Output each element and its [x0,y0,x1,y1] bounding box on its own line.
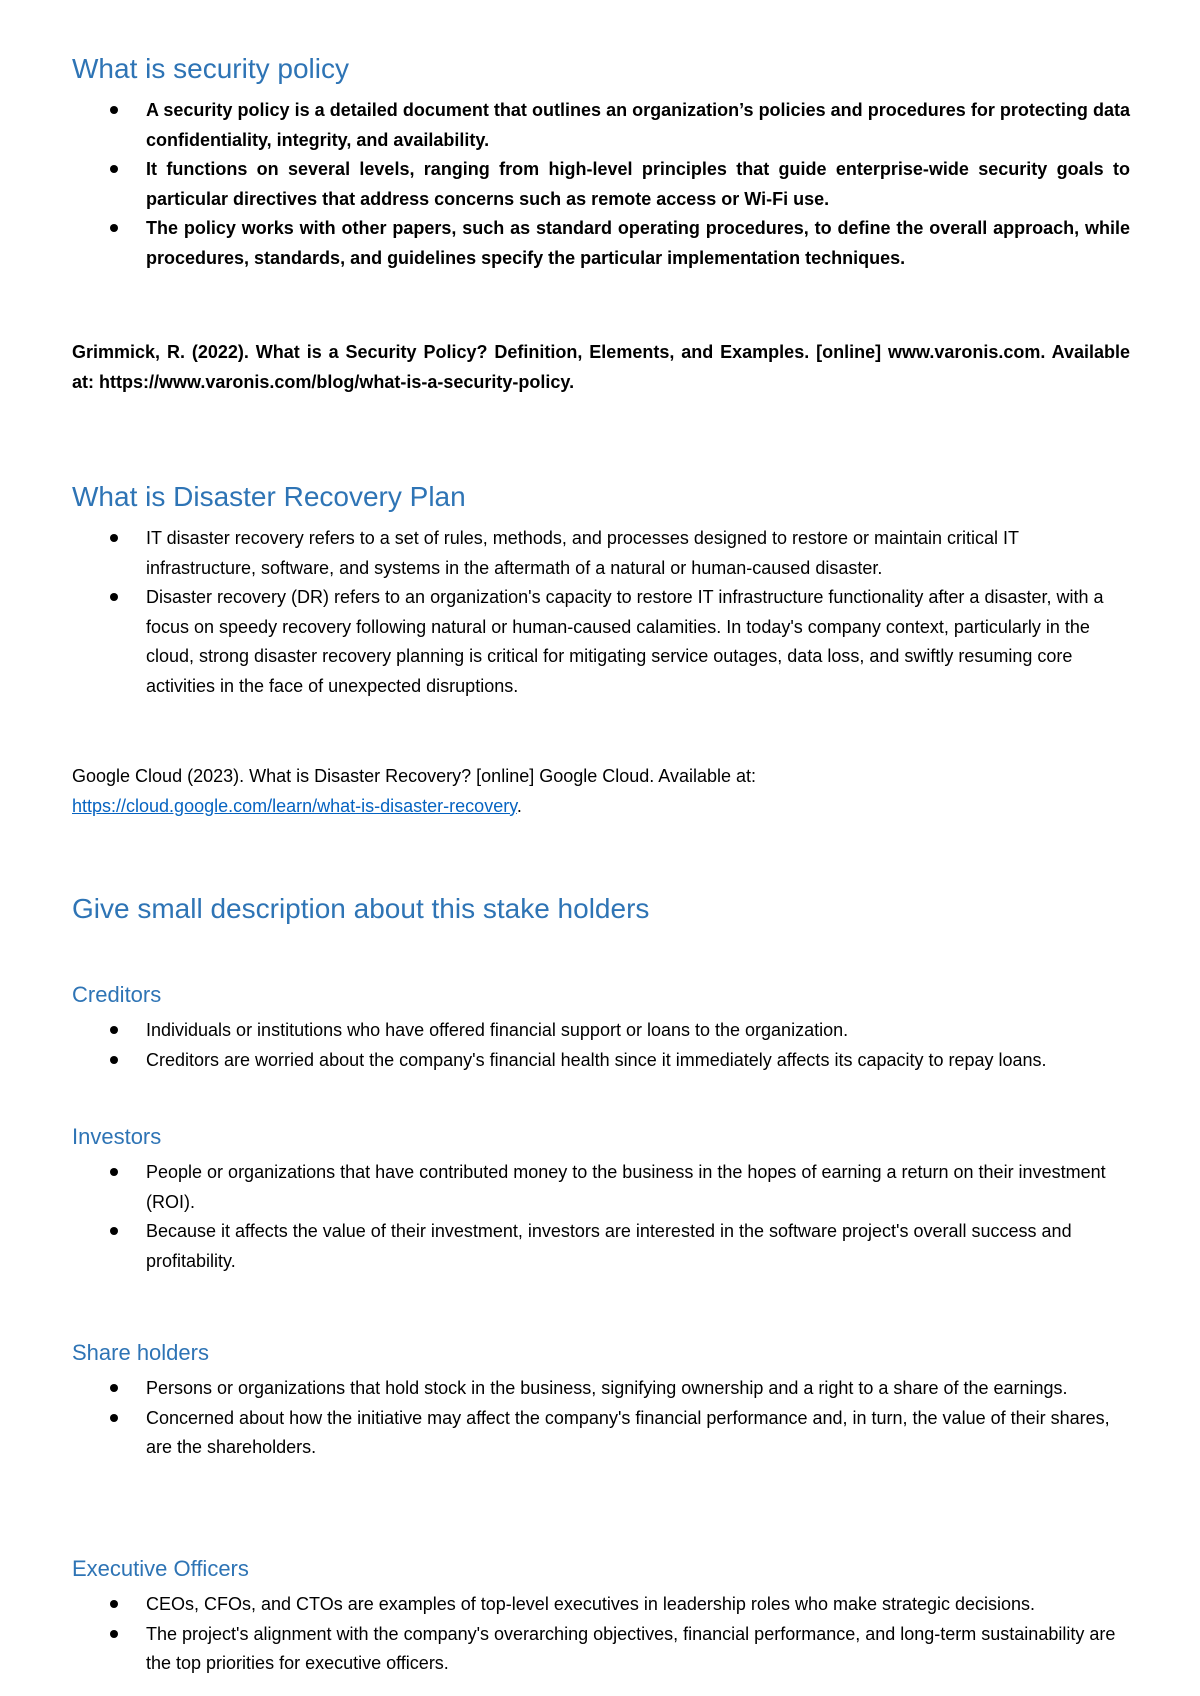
list-item: Disaster recovery (DR) refers to an organization's capacity to restore IT infrastructure functionality after a disaster, with a focus on speedy recovery following natural or human-caused calamities. In today's company context, particularly in the cloud, strong disaster recovery planning is critical for mitigating service outages, data loss, and swiftly resuming core activities in the face of unexpected disruptions. [72,583,1130,701]
bullet-icon [110,165,118,173]
investors-list [72,1158,1130,1276]
bullet-icon [110,224,118,232]
list-item: CEOs, CFOs, and CTOs are examples of top-level executives in leadership roles who make strategic decisions. [72,1590,1130,1620]
bullet-icon [110,1056,118,1064]
bullet-icon [110,593,118,601]
bullet-icon [110,1600,118,1608]
heading-stakeholders: Give small description about this stake holders [72,893,650,924]
bullet-icon [110,1630,118,1638]
heading-creditors: Creditors [72,982,162,1007]
shareholders-list [72,1374,1130,1463]
bullet-icon [110,1168,118,1176]
heading-executive-officers: Executive Officers [72,1556,249,1581]
security-policy-list [72,96,1130,273]
list-item: The policy works with other papers, such as standard operating procedures, to define the overall approach, while procedures, standards, and guidelines specify the particular implementation techniques. [72,214,1130,273]
list-item: Persons or organizations that hold stock in the business, signifying ownership and a right to a share of the earnings. [72,1374,1130,1404]
heading-disaster-recovery: What is Disaster Recovery Plan [72,481,466,512]
security-policy-reference: Grimmick, R. (2022). What is a Security Policy? Definition, Elements, and Examples. [online] www.varonis.com. Available at: https://www.varonis.com/blog/what-is-a-security-policy. [72,342,1130,392]
list-item: The project's alignment with the company's overarching objectives, financial performance, and long-term sustainability are the top priorities for executive officers. [72,1620,1130,1679]
list-item: Concerned about how the initiative may affect the company's financial performance and, in turn, the value of their shares, are the shareholders. [72,1404,1130,1463]
heading-security-policy: What is security policy [72,53,349,84]
bullet-icon [110,106,118,114]
list-item: Because it affects the value of their investment, investors are interested in the software project's overall success and profitability. [72,1217,1130,1276]
bullet-icon [110,1026,118,1034]
creditors-list [72,1016,1130,1075]
list-item: It functions on several levels, ranging from high-level principles that guide enterprise-wide security goals to particular directives that address concerns such as remote access or Wi-Fi use. [72,155,1130,214]
list-item: Individuals or institutions who have offered financial support or loans to the organization. [72,1016,1130,1046]
bullet-icon [110,1414,118,1422]
bullet-icon [110,1227,118,1235]
list-item: People or organizations that have contributed money to the business in the hopes of earning a return on their investment (ROI). [72,1158,1130,1217]
list-item: A security policy is a detailed document that outlines an organization’s policies and procedures for protecting data confidentiality, integrity, and availability. [72,96,1130,155]
bullet-icon [110,1384,118,1392]
heading-shareholders: Share holders [72,1340,209,1365]
bullet-icon [110,534,118,542]
list-item: Creditors are worried about the company's financial health since it immediately affects its capacity to repay loans. [72,1046,1130,1076]
executives-list [72,1590,1130,1679]
disaster-recovery-list [72,524,1130,701]
heading-investors: Investors [72,1124,162,1149]
disaster-recovery-reference: Google Cloud (2023). What is Disaster Recovery? [online] Google Cloud. Available at: https://cloud.google.com/learn/what-is-disaster-recovery. [72,766,757,816]
list-item: IT disaster recovery refers to a set of rules, methods, and processes designed to restore or maintain critical IT infrastructure, software, and systems in the aftermath of a natural or human-caused disaster. [72,524,1130,583]
reference-link[interactable]: https://cloud.google.com/learn/what-is-disaster-recovery [72,795,517,816]
